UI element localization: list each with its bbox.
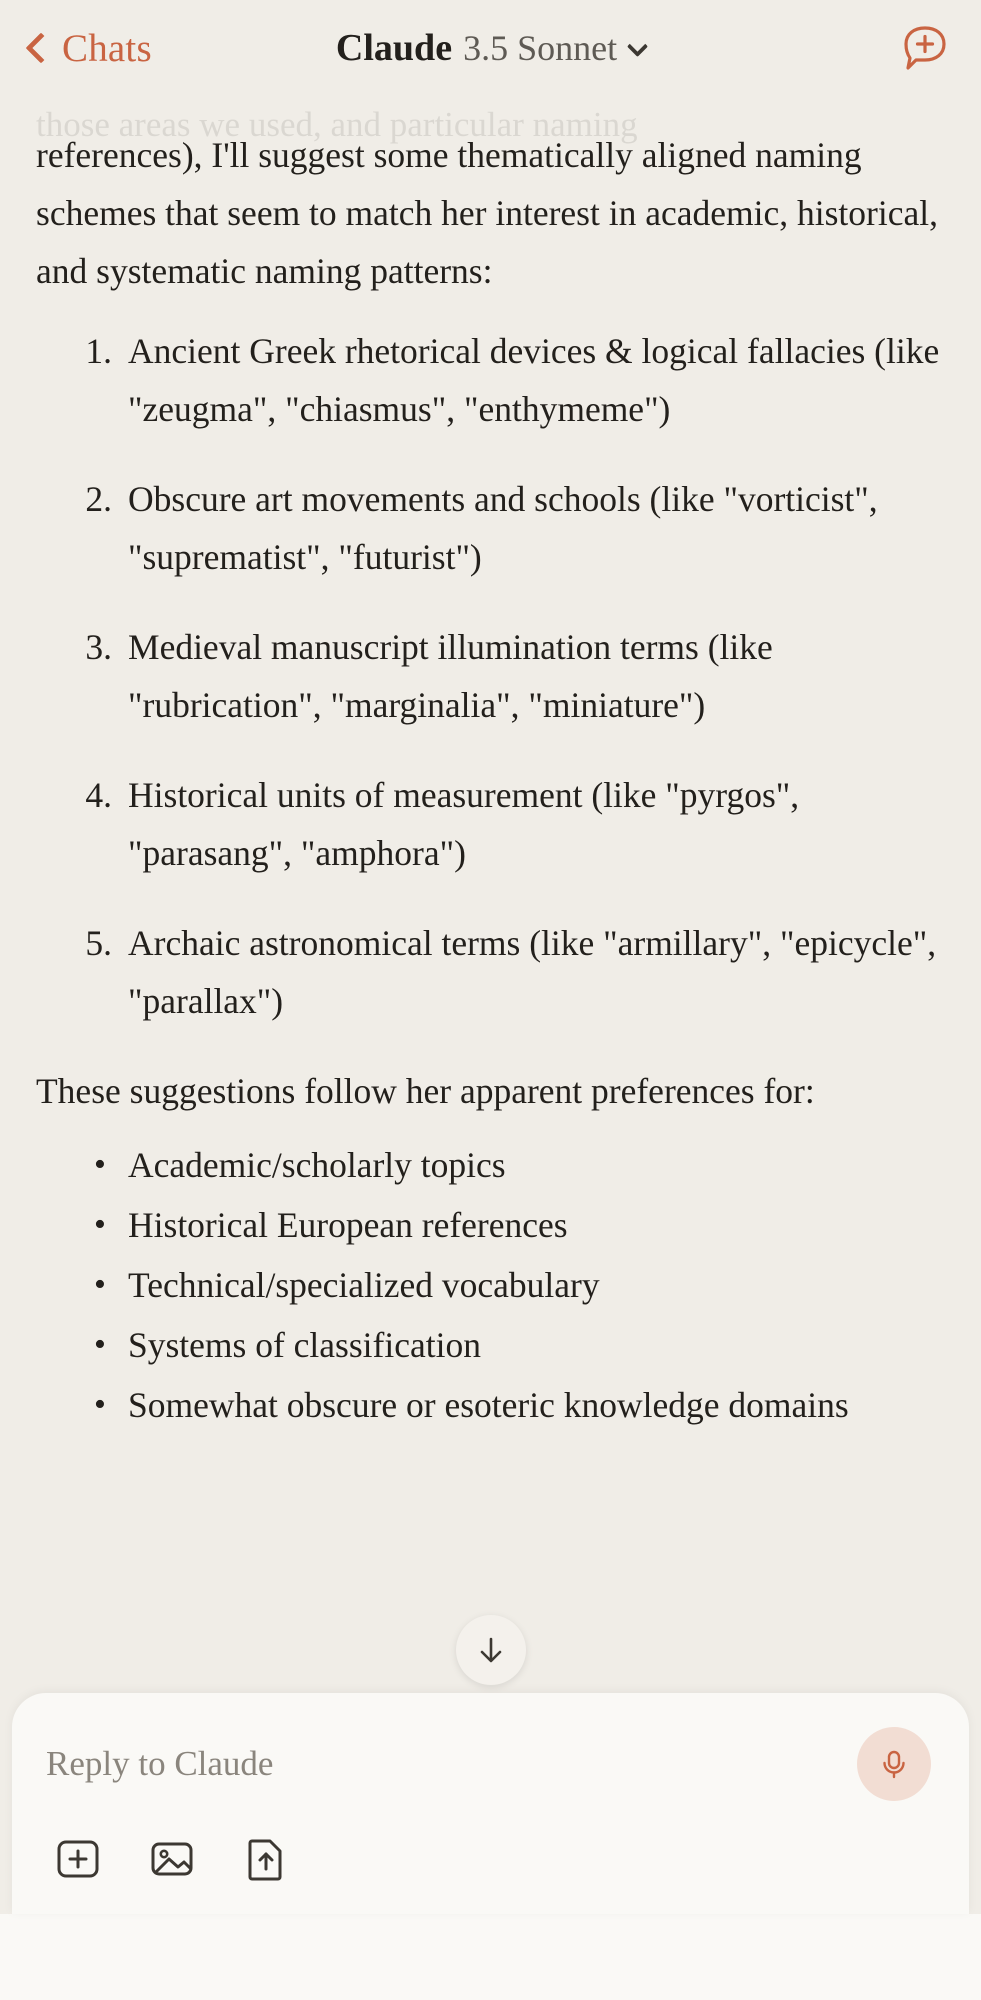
list-item-number: 2. — [85, 479, 112, 519]
list-item — [36, 618, 945, 734]
model-name: 3.5 Sonnet — [463, 28, 618, 68]
list-item: • Somewhat obscure or esoteric knowledge domains — [36, 1376, 945, 1434]
app-title: Claude — [335, 27, 453, 69]
closing-paragraph: These suggestions follow her apparent preferences for: — [36, 1071, 815, 1111]
numbered-list — [36, 322, 945, 1030]
list-item — [36, 766, 945, 882]
bottom-safe-area — [0, 1914, 981, 2000]
app-header — [0, 0, 981, 96]
reply-input[interactable]: Reply to Claude — [46, 1744, 274, 1783]
list-item-text: Historical units of measurement (like "pyrgos", "parasang", "amphora") — [128, 775, 800, 873]
list-item — [36, 914, 945, 1030]
photo-button[interactable] — [148, 1835, 196, 1888]
back-button-label: Chats — [62, 26, 152, 70]
photo-icon — [148, 1835, 196, 1883]
list-item: • Systems of classification — [36, 1316, 945, 1374]
new-chat-button[interactable] — [899, 22, 951, 74]
voice-input-button[interactable] — [857, 1727, 931, 1801]
composer-tools-row — [46, 1835, 935, 1888]
cut-off-text: those areas we used, and particular naming — [36, 105, 638, 144]
add-plus-button[interactable] — [54, 1835, 102, 1888]
conversation-scroll-area[interactable] — [0, 96, 981, 1700]
list-item — [36, 322, 945, 438]
message-composer — [12, 1693, 969, 1914]
list-item: • Historical European references — [36, 1196, 945, 1254]
list-item-number: 3. — [85, 627, 112, 667]
composer-input-row — [46, 1727, 935, 1801]
list-item-number: 5. — [85, 923, 112, 963]
model-selector[interactable] — [336, 26, 645, 70]
list-item-number: 4. — [85, 775, 112, 815]
intro-paragraph: references), I'll suggest some thematically aligned naming schemes that seem to match her interest in academic, historical, and systematic naming patterns: — [36, 135, 938, 291]
list-item-text: Archaic astronomical terms (like "armillary", "epicycle", "parallax") — [128, 923, 937, 1021]
back-to-chats-button[interactable] — [26, 26, 152, 71]
list-item: • Academic/scholarly topics — [36, 1136, 945, 1194]
list-item-text: Obscure art movements and schools (like "vorticist", "suprematist", "futurist") — [128, 479, 878, 577]
add-plus-icon — [54, 1835, 102, 1883]
new-chat-icon — [899, 22, 951, 74]
bullet-list — [36, 1136, 945, 1434]
microphone-icon — [877, 1747, 911, 1781]
list-item: • Technical/specialized vocabulary — [36, 1256, 945, 1314]
list-item-number: 1. — [85, 331, 112, 371]
list-item-text: Medieval manuscript illumination terms (like "rubrication", "marginalia", "miniature") — [128, 627, 773, 725]
file-upload-icon — [242, 1835, 290, 1883]
file-upload-button[interactable] — [242, 1835, 290, 1888]
chevron-left-icon — [25, 32, 56, 63]
chevron-down-icon — [627, 36, 648, 57]
list-item-text: Ancient Greek rhetorical devices & logical fallacies (like "zeugma", "chiasmus", "enthymeme") — [128, 331, 940, 429]
arrow-down-icon — [474, 1633, 508, 1667]
scroll-to-bottom-button[interactable] — [456, 1615, 526, 1685]
list-item — [36, 470, 945, 586]
